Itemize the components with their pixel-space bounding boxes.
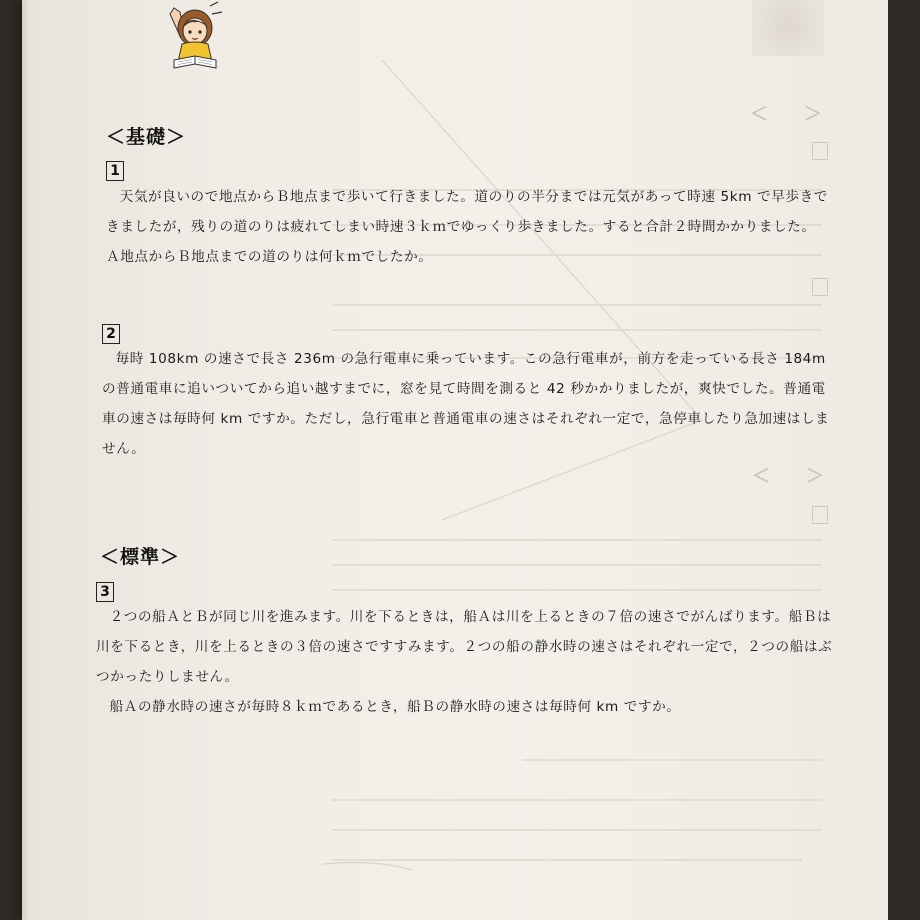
question-number-box: 1 xyxy=(106,161,124,181)
section-heading-basic: ＜基礎＞ xyxy=(106,126,187,148)
show-through-lines xyxy=(322,40,842,900)
question-number-box: 3 xyxy=(96,582,114,602)
question-number-box: 2 xyxy=(102,324,120,344)
question-paragraph: 天気が良いので地点からＢ地点まで歩いて行きました。道のりの半分までは元気があって時速 5km で早歩きできましたが，残りの道のりは疲れてしまい時速３ｋｍでゆっくり歩きました。すると合計２時間かかりました。Ａ地点からＢ地点までの道のりは何ｋｍでしたか。 xyxy=(106,189,828,265)
question-2-text xyxy=(102,344,832,464)
show-through-heading: ＜ ＞ xyxy=(750,104,822,125)
question-3-text xyxy=(96,602,836,722)
question-paragraph: 毎時 108km の速さで長さ 236m の急行電車に乗っています。この急行電車が，前方を走っている長さ 184m の普通電車に追いついてから追い越すまでに，窓を見て時間を測ると 42 秒かかりましたが，爽快でした。普通電車の速さは毎時何 km ですか。ただし，急行電車と普通電車の速さはそれぞれ一定で，急停車したり急加速はしません。 xyxy=(102,351,830,457)
show-through-heading: ＜ ＞ xyxy=(752,466,824,487)
page-edge-shadow xyxy=(22,0,30,920)
question-paragraph: 船Ａの静水時の速さが毎時８ｋｍであるとき，船Ｂの静水時の速さは毎時何 km ですか。 xyxy=(109,699,681,715)
document-page xyxy=(22,0,888,920)
girl-reading-book-illustration xyxy=(140,0,240,72)
question-paragraph: ２つの船ＡとＢが同じ川を進みます。川を下るときは，船Ａは川を上るときの７倍の速さでがんばります。船Ｂは川を下るとき，川を上るときの３倍の速さですすみます。２つの船の静水時の速さはそれぞれ一定で，２つの船はぶつかったりしません。 xyxy=(96,609,833,685)
question-1-text xyxy=(106,182,828,272)
section-heading-standard: ＜標準＞ xyxy=(100,546,181,568)
